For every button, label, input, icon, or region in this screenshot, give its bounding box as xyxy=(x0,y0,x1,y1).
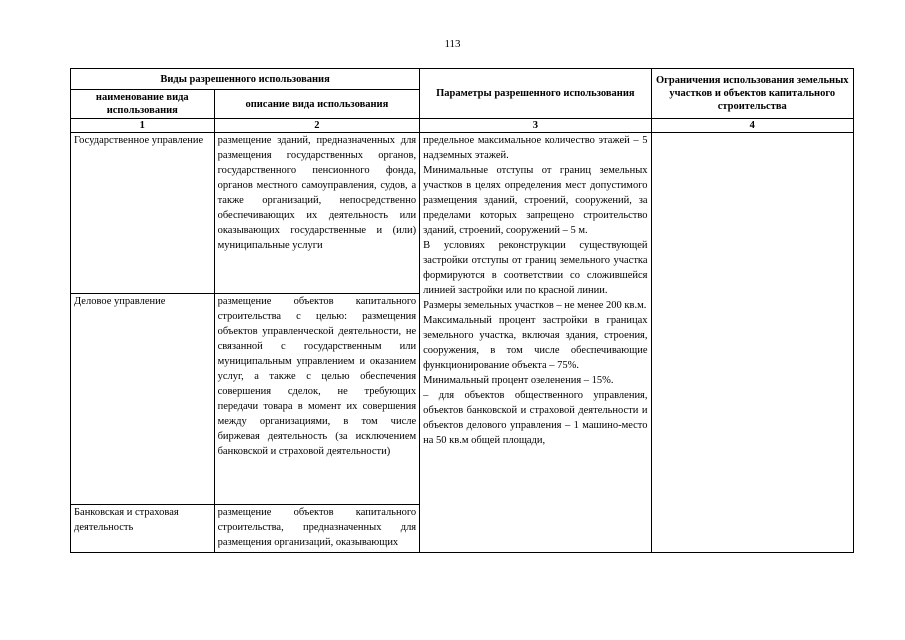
table-row xyxy=(71,133,854,294)
page-number: 113 xyxy=(444,38,461,50)
header-desc: описание вида использования xyxy=(214,90,420,119)
params-paragraph: Минимальные отступы от границ земельных участков в целях определения мест допустимого размещения зданий, строений, сооружений, за пределами которых запрещено строительство зданий, строений, сооружений – 5 м. xyxy=(423,165,648,236)
column-number: 4 xyxy=(651,119,853,133)
use-name: Деловое управление xyxy=(71,294,215,505)
params-paragraph: предельное максимальное количество этажей – 5 надземных этажей. xyxy=(423,135,648,161)
bullet-text: для объектов общественного управления, объектов банковской и страховой деятельности и объектов делового управления – 1 машино-место на 50 кв.м общей площади, xyxy=(423,390,648,446)
bullet-marker: – xyxy=(423,390,429,401)
column-number: 1 xyxy=(71,119,215,133)
header-params: Параметры разрешенного использования xyxy=(420,69,651,119)
limits-cell xyxy=(651,133,853,553)
params-bullet xyxy=(423,388,647,448)
use-description: размещение зданий, предназначенных для размещения государственных органов, государственного пенсионного фонда, органов местного самоуправления, судов, а также организаций, непосредственно обеспечивающих их деятельность или оказывающих государственные и (или) муниципальные услуги xyxy=(214,133,420,294)
params-paragraph: Максимальный процент застройки в границах земельного участка, включая здания, строения, сооружения, в том числе обеспечивающие функционирование объекта – 75%. xyxy=(423,315,648,371)
use-name: Банковская и страховая деятельность xyxy=(71,505,215,553)
column-number: 2 xyxy=(214,119,420,133)
use-name: Государственное управление xyxy=(71,133,215,294)
use-description: размещение объектов капитального строительства, предназначенных для размещения организаций, оказывающих xyxy=(214,505,420,553)
params-cell xyxy=(420,133,651,553)
params-paragraph: Размеры земельных участков – не менее 200 кв.м. xyxy=(423,300,647,311)
params-paragraph: Минимальный процент озеленения – 15%. xyxy=(423,375,614,386)
permitted-use-table xyxy=(70,68,854,553)
header-limits: Ограничения использования земельных участков и объектов капитального строительства xyxy=(651,69,853,119)
use-description: размещение объектов капитального строительства с целью: размещения объектов управленческой деятельности, не связанной с государственным или муниципальным управлением и оказанием услуг, а также с целью обеспечения совершения сделок, не требующих передачи товара в момент их совершения между организациями, в том числе биржевая деятельность (за исключением банковской и страховой деятельности) xyxy=(214,294,420,505)
header-name: наименование вида использования xyxy=(71,90,215,119)
column-number: 3 xyxy=(420,119,651,133)
params-paragraph: В условиях реконструкции существующей застройки отступы от границ земельного участка формируются в соответствии со сложившейся линией застройки или по красной линии. xyxy=(423,240,648,296)
header-group-label: Виды разрешенного использования xyxy=(71,69,420,90)
